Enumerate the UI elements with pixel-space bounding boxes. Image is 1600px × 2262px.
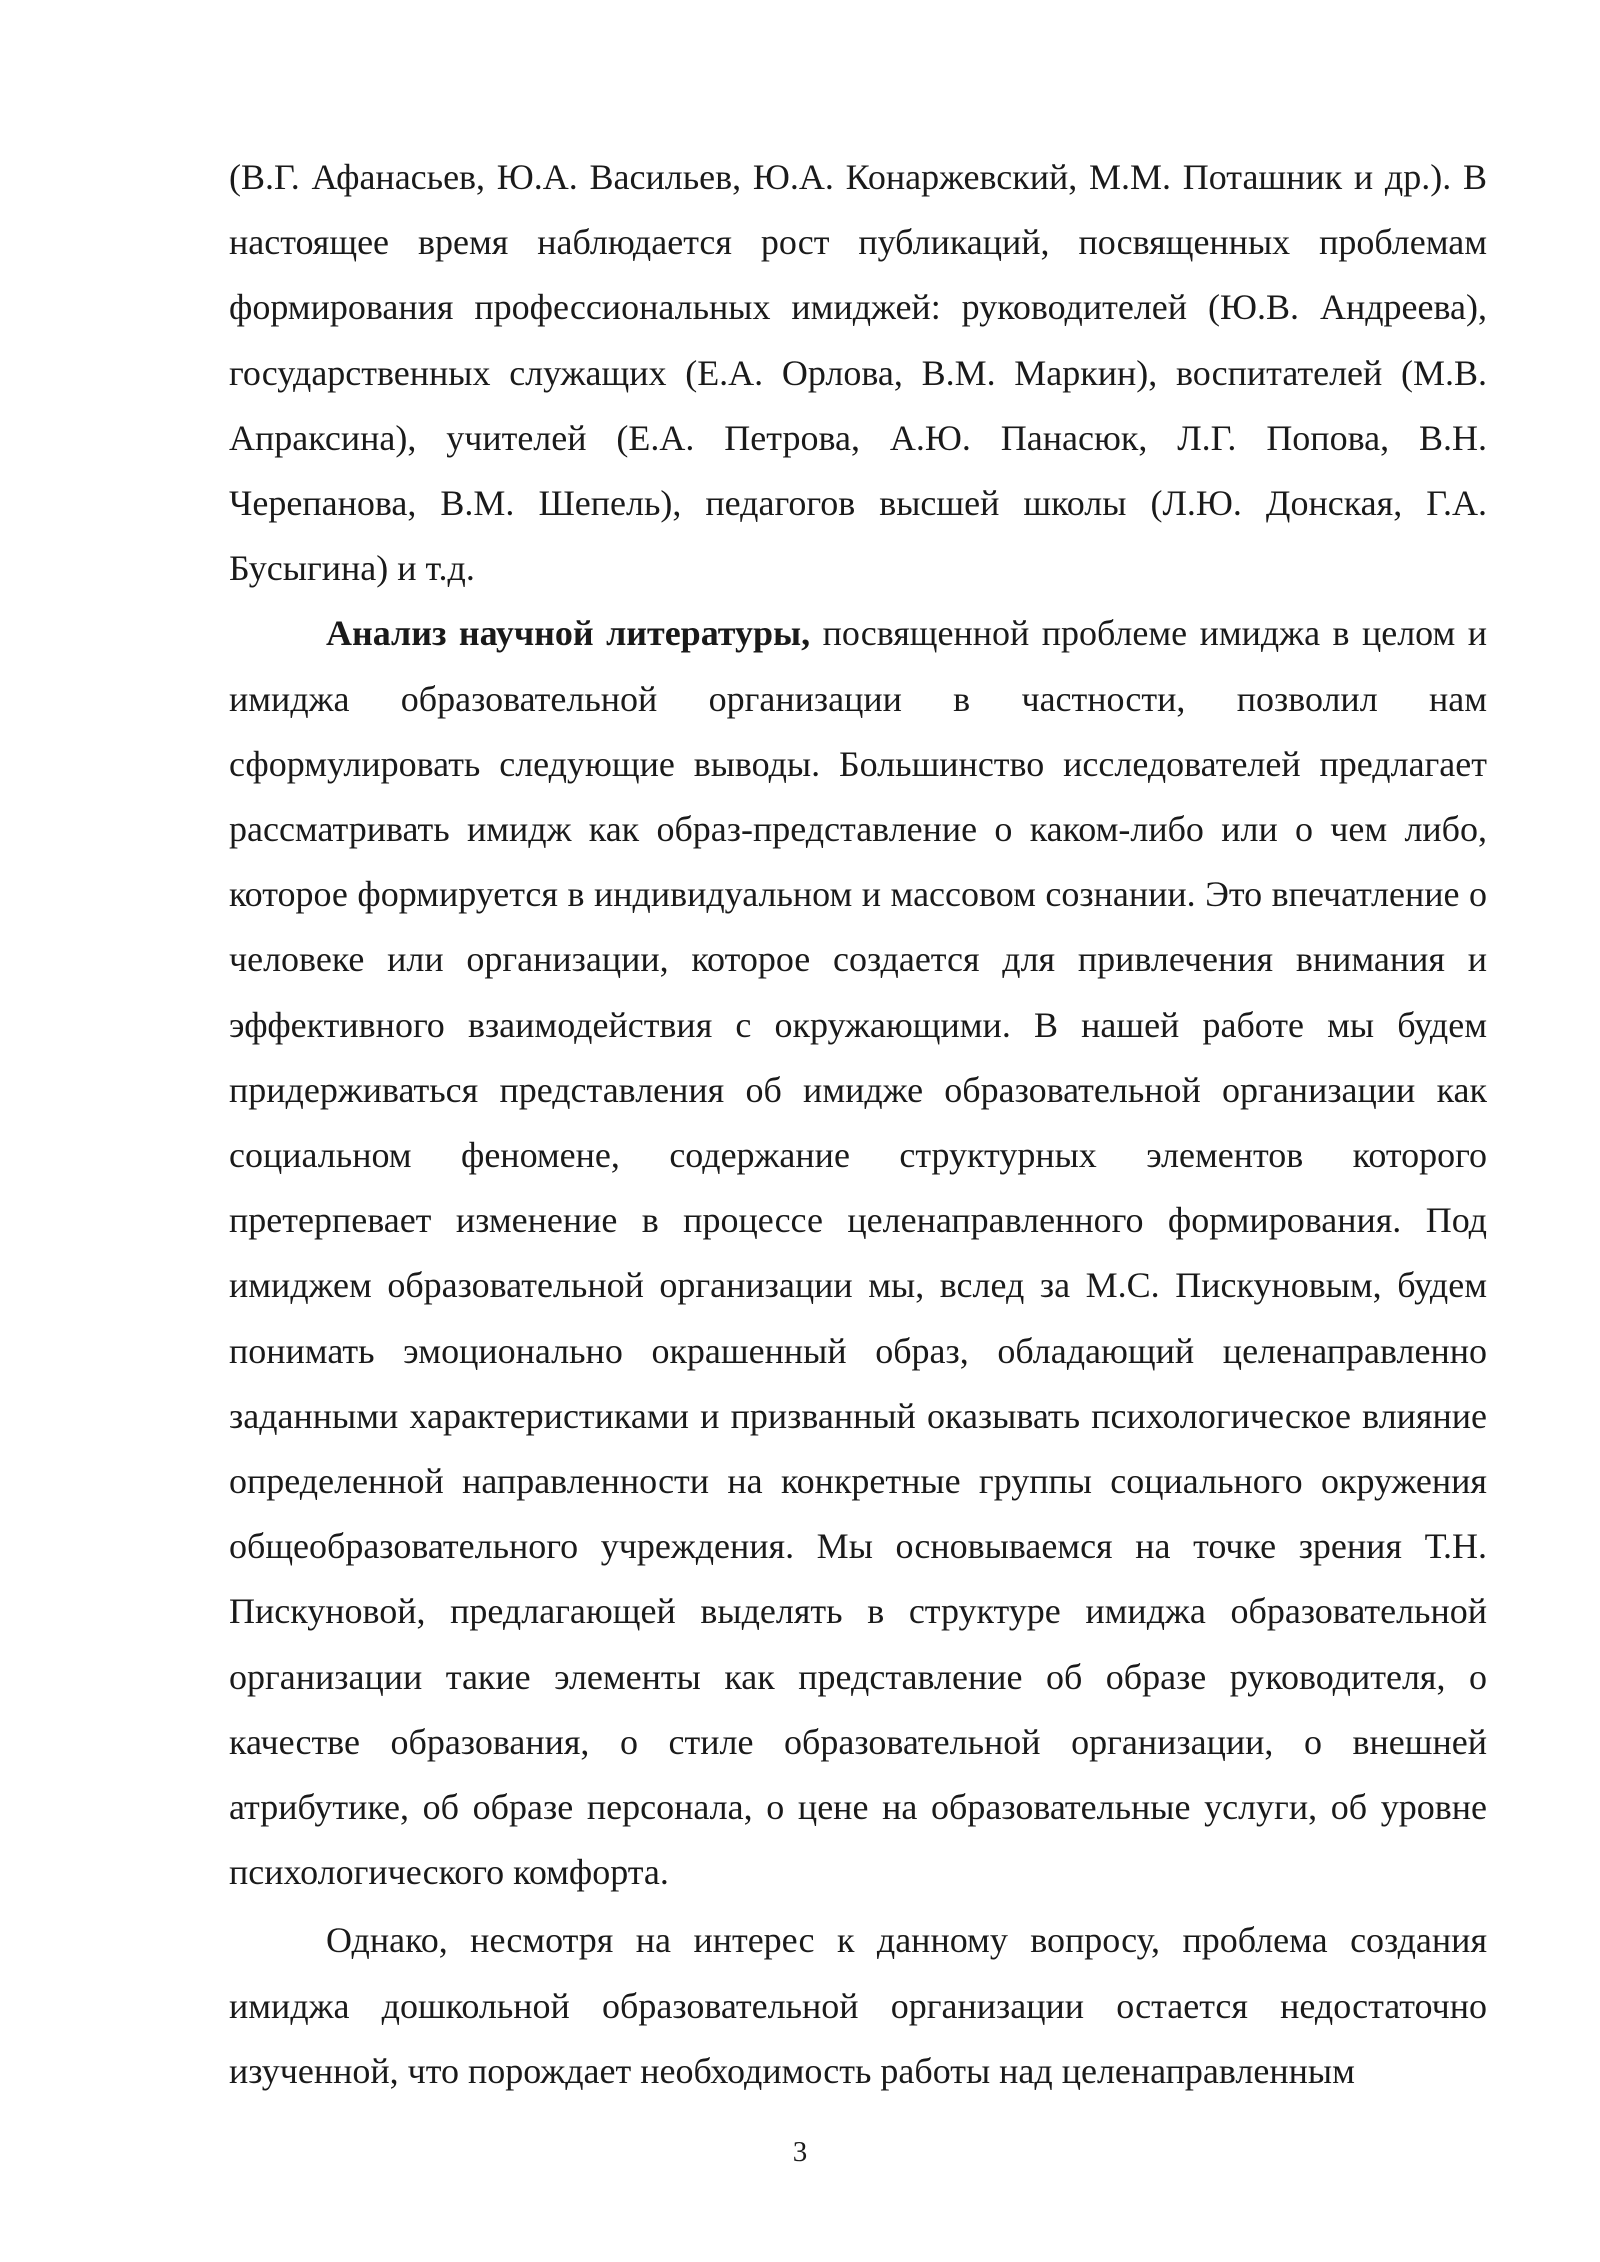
paragraph-1-text: (В.Г. Афанасьев, Ю.А. Васильев, Ю.А. Конаржевский, М.М. Поташник и др.). В настоящее время наблюдается рост публикаций, посвященных проблемам формирования профессиональных имиджей: руководителей (Ю.В. Андреева), государственных служащих (Е.А. Орлова, В.М. Маркин), воспитателей (М.В. Апраксина), учителей (Е.А. Петрова, А.Ю. Панасюк, Л.Г. Попова, В.Н. Черепанова, В.М. Шепель), педагогов высшей школы (Л.Ю. Донская, Г.А. Бусыгина) и т.д. [229,157,1487,589]
paragraph-2-bold-lead: Анализ научной литературы, [326,613,811,654]
paragraph-2-text: посвященной проблеме имиджа в целом и имиджа образовательной организации в частности, позволил нам сформулировать следующие выводы. Большинство исследователей предлагает рассматривать имидж как образ-представление о каком-либо или о чем либо, которое формируется в индивидуальном и массовом сознании. Это впечатление о человеке или организации, которое создается для привлечения внимания и эффективного взаимодействия с окружающими. В нашей работе мы будем придерживаться представления об имидже образовательной организации как социальном феномене, содержание структурных элементов которого претерпевает изменение в процессе целенаправленного формирования. Под имиджем образовательной организации мы, вслед за М.С. Пискуновым, будем понимать эмоционально окрашенный образ, обладающий целенаправленно заданными характеристиками и призванный оказывать психологическое влияние определенной направленности на конкретные группы социального окружения общеобразовательного учреждения. Мы основываемся на точке зрения Т.Н. Пискуновой, предлагающей выделять в структуре имиджа образовательной организации такие элементы как представление об образе руководителя, о качестве образования, о стиле образовательной организации, о внешней атрибутике, об образе персонала, о цене на образовательные услуги, об уровне психологического комфорта. [229,613,1487,1893]
paragraph-3-text: Однако, несмотря на интерес к данному вопросу, проблема создания имиджа дошкольной образовательной организации остается недостаточно изученной, что порождает необходимость работы над целенаправленным [229,1920,1487,2091]
paragraph-1 [229,145,1487,601]
page-number: 3 [792,2136,808,2168]
body-text [229,145,1487,2104]
paragraph-3 [229,1908,1487,2104]
paragraph-2 [229,601,1487,1905]
